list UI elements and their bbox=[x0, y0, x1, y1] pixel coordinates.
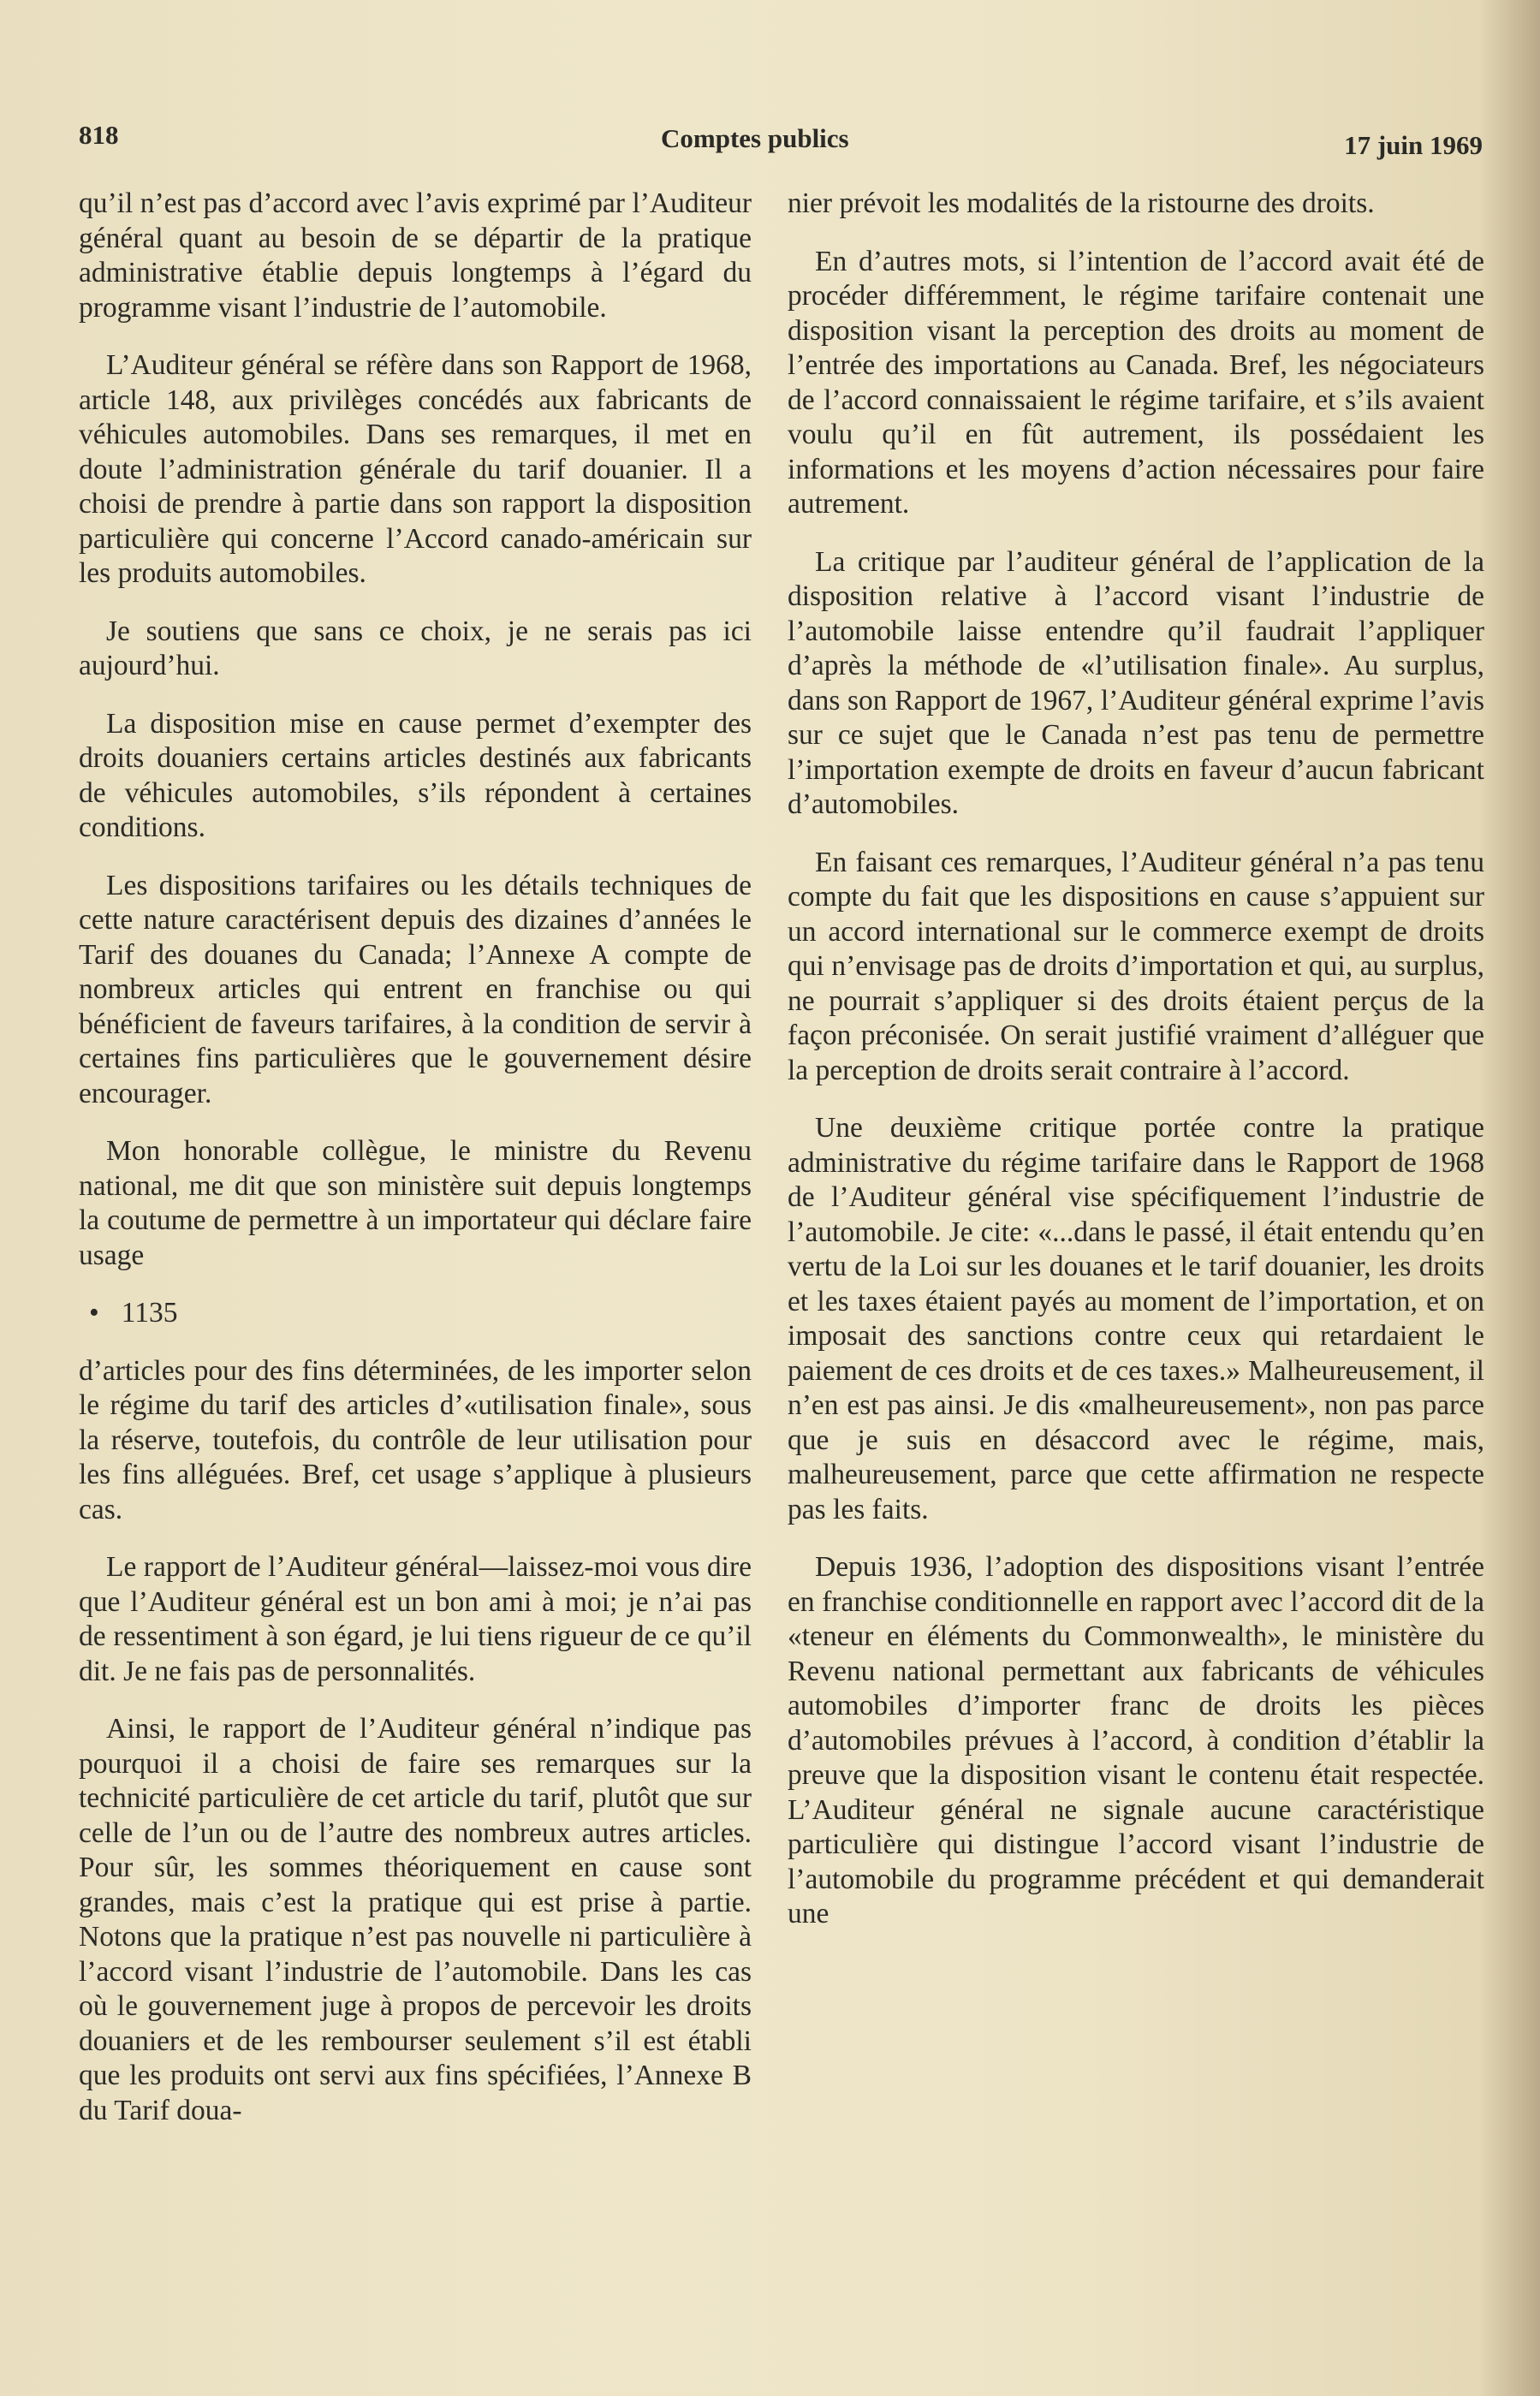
paragraph: En d’autres mots, si l’intention de l’accord avait été de procéder différemment, le régime tarifaire contenait une disposition visant la perception des droits au moment de l’entrée des importations au Canada. Bref, les négociateurs de l’accord connaissaient le régime tarifaire, et s’ils avaient voulu qu’il en fût autrement, ils possédaient les informations et les moyens d’action nécessaires pour faire autrement. bbox=[788, 245, 1484, 520]
paragraph: Les dispositions tarifaires ou les détails techniques de cette nature caractérisent depuis des dizaines d’années le Tarif des douanes du Canada; l’Annexe A compte de nombreux articles qui entrent en franchise ou qui bénéficient de faveurs tarifaires, à la condition de servir à certaines fins particulières que le gouvernement désire encourager. bbox=[79, 869, 752, 1109]
paragraph: En faisant ces remarques, l’Auditeur général n’a pas tenu compte du fait que les dispositions en cause s’appuient sur un accord international sur le commerce exempt de droits qui n’envisage pas de droits d’importation et qui, au surplus, ne pourrait s’appliquer si des droits étaient perçus de la façon préconisée. On serait justifié vraiment d’alléguer que la perception de droits serait contraire à l’accord. bbox=[788, 846, 1484, 1086]
bullet-icon: • bbox=[89, 1297, 99, 1329]
right-column bbox=[788, 187, 1484, 1955]
page-number: 818 bbox=[79, 120, 119, 150]
paragraph: La critique par l’auditeur général de l’application de la disposition relative à l’accord visant l’industrie de l’automobile laisse entendre qu’il faudrait l’appliquer d’après la méthode de «l’utilisation finale». Au surplus, dans son Rapport de 1967, l’Auditeur général exprime l’avis sur ce sujet que le Canada n’est pas tenu de permettre l’importation exempte de droits en faveur d’aucun fabricant d’automobiles. bbox=[788, 545, 1484, 820]
left-column bbox=[79, 187, 752, 2151]
page-date: 17 juin 1969 bbox=[1344, 130, 1483, 160]
paragraph: Ainsi, le rapport de l’Auditeur général n’indique pas pourquoi il a choisi de faire ses remarques sur la technicité particulière de cet article du tarif, plutôt que sur celle de l’un ou de l’autre des nombreux autres articles. Pour sûr, les sommes théoriquement en cause sont grandes, mais c’est la pratique qui est prise à partie. Notons que la pratique n’est pas nouvelle ni particulière à l’accord visant l’industrie de l’automobile. Dans les cas où le gouvernement juge à propos de percevoir les droits douaniers et de les rembourser seulement s’il est établi que les produits ont servi aux fins spécifiées, l’Annexe B du Tarif doua- bbox=[79, 1713, 752, 2126]
paragraph: Je soutiens que sans ce choix, je ne serais pas ici aujourd’hui. bbox=[79, 615, 752, 681]
paragraph: L’Auditeur général se réfère dans son Rapport de 1968, article 148, aux privilèges concédés aux fabricants de véhicules automobiles. Dans ses remarques, il met en doute l’administration générale du tarif douanier. Il a choisi de prendre à partie dans son rapport la disposition particulière qui concerne l’Accord canado-américain sur les produits automobiles. bbox=[79, 349, 752, 589]
page-header bbox=[79, 120, 1483, 163]
time-marker bbox=[79, 1296, 752, 1331]
paragraph: nier prévoit les modalités de la ristourne des droits. bbox=[788, 187, 1375, 219]
paragraph: qu’il n’est pas d’accord avec l’avis exprimé par l’Auditeur général quant au besoin de se départir de la pratique administrative établie depuis longtemps à l’égard du programme visant l’industrie de l’automobile. bbox=[79, 187, 752, 324]
paragraph: La disposition mise en cause permet d’exempter des droits douaniers certains articles destinés aux fabricants de véhicules automobiles, s’ils répondent à certaines conditions. bbox=[79, 707, 752, 843]
paragraph: Le rapport de l’Auditeur général—laissez-moi vous dire que l’Auditeur général est un bon ami à moi; je n’ai pas de ressentiment à son égard, je lui tiens rigueur de ce qu’il dit. Je ne fais pas de personnalités. bbox=[79, 1551, 752, 1687]
publication-title: Comptes publics bbox=[661, 123, 849, 153]
time-marker-value: 1135 bbox=[121, 1297, 178, 1329]
paragraph: Une deuxième critique portée contre la pratique administrative du régime tarifaire dans le Rapport de 1968 de l’Auditeur général vise spécifiquement l’industrie de l’automobile. Je cite: «...dans le passé, il était entendu qu’en vertu de la Loi sur les douanes et le tarif douanier, les droits et les taxes étaient payés au moment de l’importation, et on imposait des sanctions contre ceux qui retardaient le paiement de ces droits et de ces taxes.» Malheureusement, il n’en est pas ainsi. Je dis «malheureusement», non pas parce que je suis en désaccord avec le régime, mais, malheureusement, parce que cette affirmation ne respecte pas les faits. bbox=[788, 1112, 1484, 1525]
paragraph: Depuis 1936, l’adoption des dispositions visant l’entrée en franchise conditionnelle en rapport avec l’accord dit de la «teneur en éléments du Commonwealth», le ministère du Revenu national permettant aux fabricants de véhicules automobiles d’importer franc de droits les pièces d’automobiles prévues à l’accord, à condition d’établir la preuve que la disposition visant le contenu était respectée. L’Auditeur général ne signale aucune caractéristique particulière qui distingue l’accord visant l’industrie de l’automobile du programme précédent et qui demanderait une bbox=[788, 1551, 1484, 1929]
paragraph: d’articles pour des fins déterminées, de les importer selon le régime du tarif des articles d’«utilisation finale», sous la réserve, toutefois, du contrôle de leur utilisation pour les fins alléguées. Bref, cet usage s’applique à plusieurs cas. bbox=[79, 1354, 752, 1525]
paragraph: Mon honorable collègue, le ministre du Revenu national, me dit que son ministère suit depuis longtemps la coutume de permettre à un importateur qui déclare faire usage bbox=[79, 1135, 752, 1271]
